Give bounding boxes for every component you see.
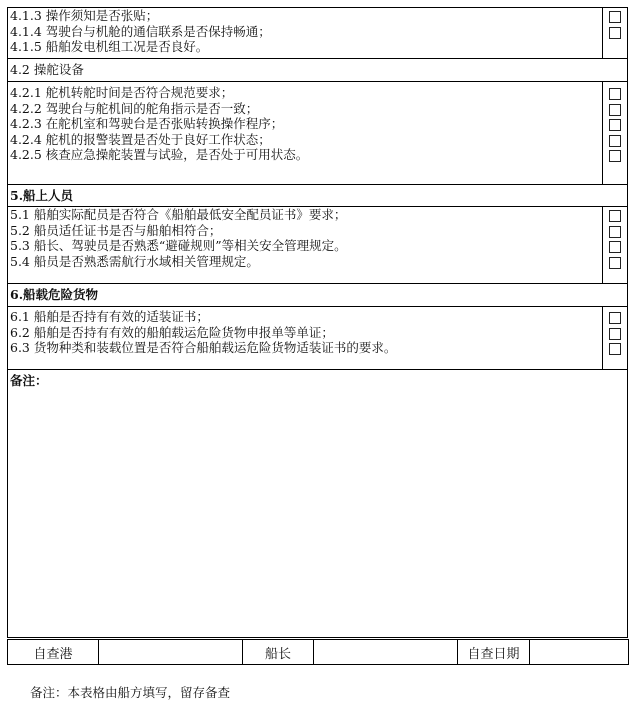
section-6-checkboxes	[603, 307, 628, 370]
checklist-item: 5.1 船舶实际配员是否符合《船舶最低安全配员证书》要求；	[10, 207, 347, 222]
remarks-area[interactable]	[8, 370, 628, 638]
checklist-item: 4.2.4 舵机的报警装置是否处于良好工作状态；	[10, 131, 271, 147]
section-4-2-title: 4.2 操舵设备	[8, 59, 628, 82]
port-label: 自查港	[8, 640, 99, 665]
section-4-1-row	[8, 8, 628, 59]
checklist-table	[7, 7, 628, 638]
checklist-item: 4.1.5 船舶发电机组工况是否良好。	[10, 39, 209, 54]
section-4-2-items	[8, 82, 603, 185]
date-label: 自查日期	[458, 640, 530, 665]
signature-table	[7, 639, 629, 665]
section-4-2-checkboxes	[603, 82, 628, 185]
checklist-item: 6.3 货物种类和装载位置是否符合船舶载运危险货物适装证书的要求。	[10, 340, 397, 355]
remarks-row	[8, 370, 628, 638]
checklist-item: 4.2.3 在舵机室和驾驶台是否张贴转换操作程序；	[10, 116, 284, 131]
checkbox[interactable]	[609, 343, 621, 355]
section-4-1-checkboxes	[603, 8, 628, 59]
port-field[interactable]	[99, 640, 243, 665]
bottom-note: 备注：本表格由船方填写，留存备查	[30, 685, 231, 700]
checklist-item: 5.4 船员是否熟悉需航行水域相关管理规定。	[10, 253, 259, 269]
section-4-2-row	[8, 82, 628, 185]
checkbox[interactable]	[609, 11, 621, 23]
section-5-row	[8, 207, 628, 284]
checklist-item: 4.1.4 驾驶台与机舱的通信联系是否保持畅通；	[10, 23, 271, 39]
section-6-title: 6.船载危险货物	[8, 284, 628, 307]
checklist-item: 4.2.5 核查应急操舵装置与试验，是否处于可用状态。	[10, 147, 309, 162]
remarks-label: 备注：	[10, 373, 48, 388]
section-6-row	[8, 307, 628, 370]
checkbox[interactable]	[609, 88, 621, 100]
date-field[interactable]	[530, 640, 629, 665]
section-4-1-items	[8, 8, 603, 59]
section-5-checkboxes	[603, 207, 628, 284]
checkbox[interactable]	[609, 257, 621, 269]
section-5-items	[8, 207, 603, 284]
checklist-item: 6.2 船舶是否持有有效的船舶载运危险货物申报单等单证；	[10, 324, 334, 340]
section-6-items	[8, 307, 603, 370]
checkbox[interactable]	[609, 210, 621, 222]
checkbox[interactable]	[609, 328, 621, 340]
section-5-title: 5.船上人员	[8, 185, 628, 207]
checkbox[interactable]	[609, 226, 621, 238]
captain-field[interactable]	[314, 640, 458, 665]
checkbox[interactable]	[609, 135, 621, 147]
section-5-title-row	[8, 185, 628, 207]
checkbox[interactable]	[609, 312, 621, 324]
captain-label: 船长	[243, 640, 314, 665]
checkbox[interactable]	[609, 119, 621, 131]
checklist-item: 4.2.2 驾驶台与舵机间的舵角指示是否一致；	[10, 100, 259, 116]
checkbox[interactable]	[609, 241, 621, 253]
checkbox[interactable]	[609, 150, 621, 162]
checklist-item: 4.2.1 舵机转舵时间是否符合规范要求；	[10, 85, 234, 100]
section-4-2-title-row	[8, 59, 628, 82]
checkbox[interactable]	[609, 27, 621, 39]
checklist-item: 5.2 船员适任证书是否与船舶相符合；	[10, 222, 222, 238]
checklist-item: 5.3 船长、驾驶员是否熟悉“避碰规则”等相关安全管理规定。	[10, 238, 347, 253]
checkbox[interactable]	[609, 104, 621, 116]
checklist-item: 6.1 船舶是否持有有效的适装证书；	[10, 309, 209, 324]
checklist-item: 4.1.3 操作须知是否张贴；	[10, 8, 159, 23]
section-6-title-row	[8, 284, 628, 307]
